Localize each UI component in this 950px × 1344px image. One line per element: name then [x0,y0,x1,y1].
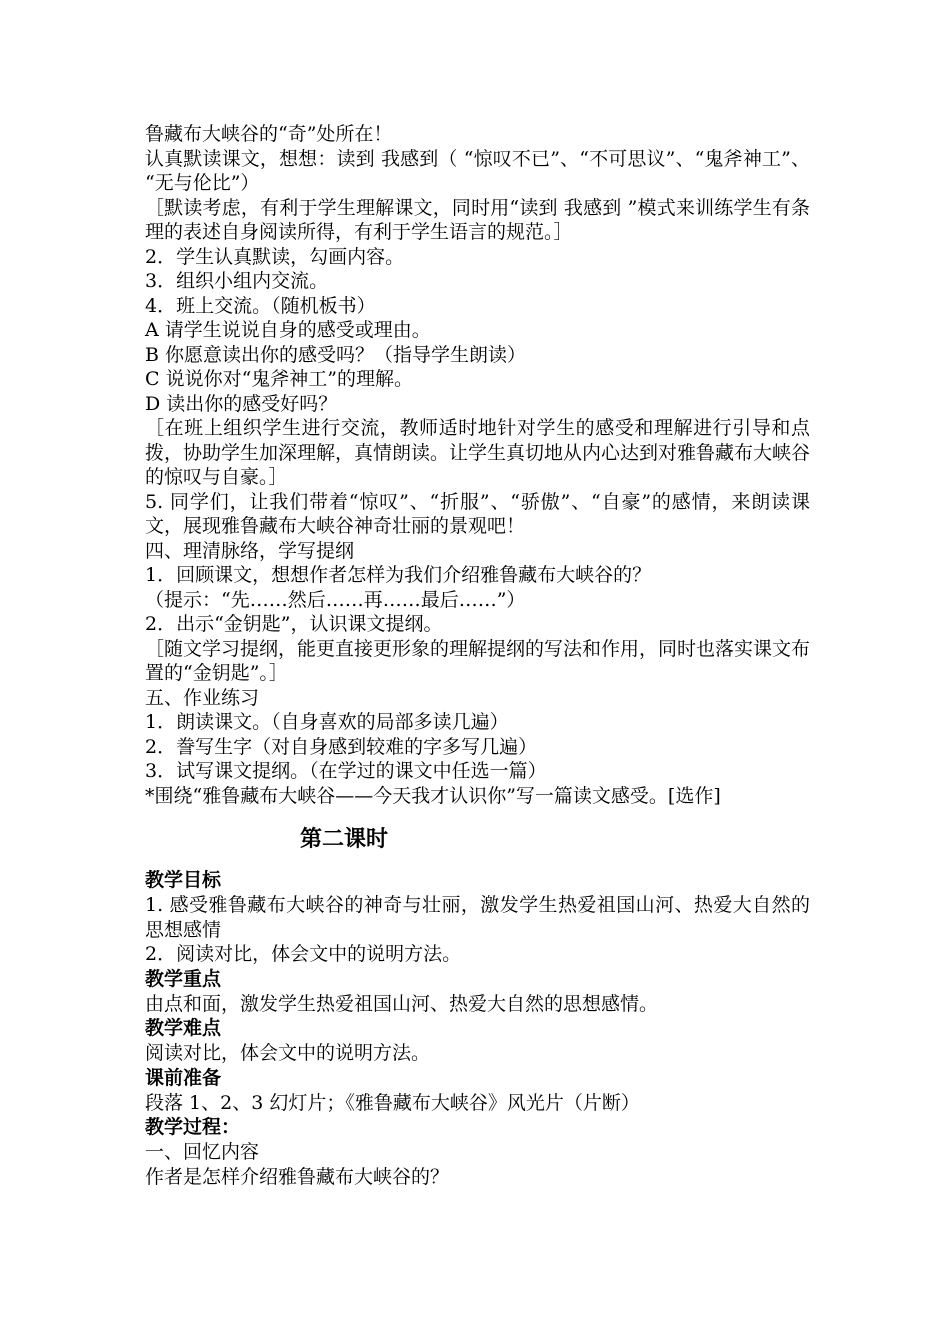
difficulty-label: 教学难点 [145,1017,222,1039]
paragraph: B 你愿意读出你的感受吗？（指导学生朗读） [145,343,527,366]
paragraph: 2．阅读对比，体会文中的说明方法。 [145,943,462,965]
paragraph: 4．班上交流。（随机板书） [145,294,376,317]
paragraph: 3．试写课文提纲。（在学过的课文中任选一篇） [145,760,547,782]
paragraph: 认真默读课文，想想：读到 我感到（ “惊叹不已”、“不可思议”、“鬼斧神工”、 “无与伦比”） [145,147,810,194]
paragraph: ［默读考虑，有利于学生理解课文，同时用“读到 我感到 ”模式来训练学生有条理的表述自身阅读所得，有利于学生语言的规范。］ [145,196,810,243]
paragraph: 阅读对比，体会文中的说明方法。 [145,1042,431,1064]
paragraph: 2．誊写生字（对自身感到较难的字多写几遍） [145,735,538,758]
paragraph: ［在班上组织学生进行交流，教师适时地针对学生的感受和理解进行引导和点拨，协助学生加深理解，真情朗读。让学生真切地从内心达到对雅鲁藏布大峡谷的惊叹与自豪。］ [145,417,811,488]
paragraph: 2．出示“金钥匙”，认识课文提纲。 [145,613,443,635]
lesson-title: 第二课时 [300,827,389,852]
paragraph: A 请学生说说自身的感受或理由。 [145,319,431,341]
paragraph: 1. 感受雅鲁藏布大峡谷的神奇与壮丽，激发学生热爱祖国山河、热爱大自然的思想感情 [145,894,810,941]
paragraph: ［随文学习提纲，能更直接更形象的理解提纲的写法和作用，同时也落实课文布置的“金钥匙”。］ [145,637,811,684]
process-label: 教学过程： [145,1116,241,1138]
section-heading: 五、作业练习 [145,686,260,709]
paragraph: 3．组织小组内交流。 [145,270,329,292]
key-point-label: 教学重点 [145,967,222,990]
section-heading: 一、回忆内容 [145,1141,260,1163]
paragraph: 1．朗读课文。（自身喜欢的局部多读几遍） [145,711,509,733]
paragraph: （提示：“先……然后……再……最后……”） [145,588,526,611]
paragraph: 由点和面，激发学生热爱祖国山河、热爱大自然的思想感情。 [145,992,659,1015]
paragraph: 鲁藏布大峡谷的“奇”处所在！ [145,123,393,145]
preparation-label: 课前准备 [145,1066,222,1089]
paragraph: C 说说你对“鬼斧神工”的理解。 [145,368,414,390]
goal-label: 教学目标 [145,869,222,891]
paragraph: 2．学生认真默读，勾画内容。 [145,245,405,268]
paragraph: 5. 同学们，让我们带着“惊叹”、“折服”、“骄傲”、“自豪”的感情，来朗读课文，展现雅鲁藏布大峡谷神奇壮丽的景观吧！ [145,490,810,537]
section-heading: 四、理清脉络，学写提纲 [145,539,355,562]
paragraph: *围绕“雅鲁藏布大峡谷——今天我才认识你”写一篇读文感受。[选作] [145,784,721,807]
paragraph: 作者是怎样介绍雅鲁藏布大峡谷的？ [145,1165,450,1188]
document-body [145,122,810,1189]
paragraph: 段落 1、2、3 幻灯片；《雅鲁藏布大峡谷》风光片（片断） [145,1091,640,1114]
paragraph: 1．回顾课文，想想作者怎样为我们介绍雅鲁藏布大峡谷的？ [145,564,652,586]
paragraph: D 读出你的感受好吗？ [145,392,338,415]
